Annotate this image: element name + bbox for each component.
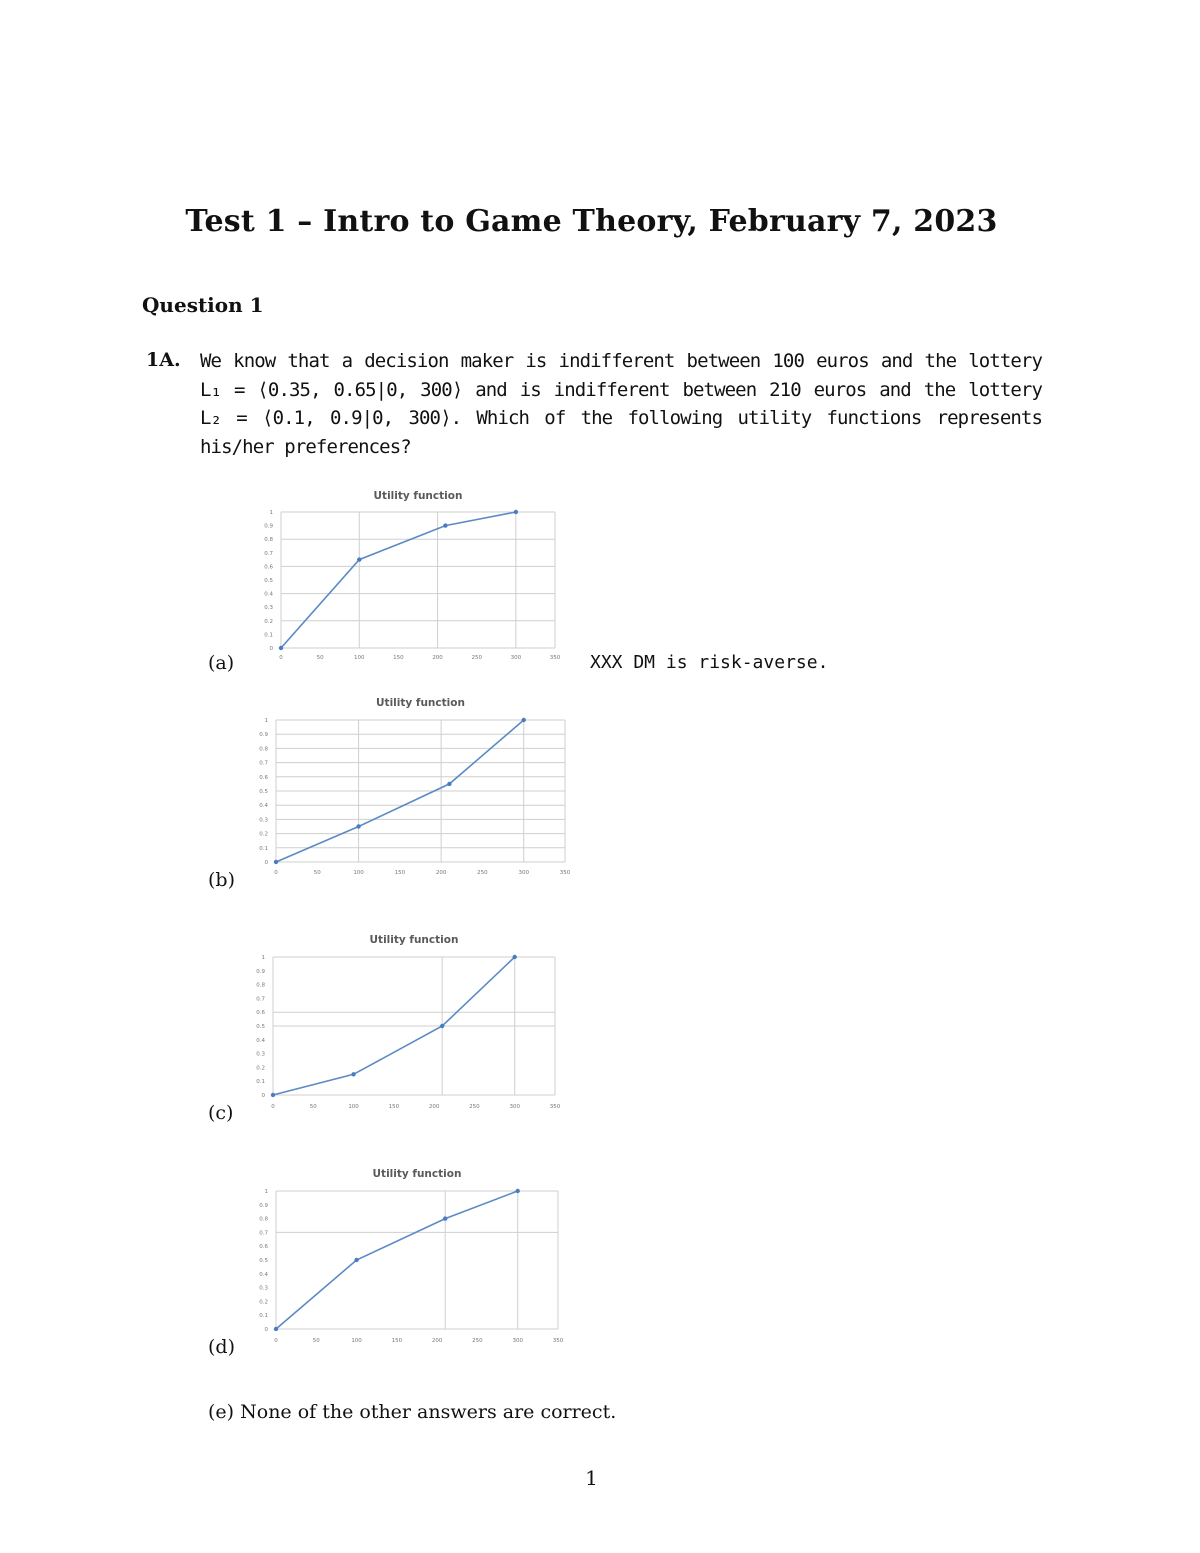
- y-tick-label: 1: [264, 718, 268, 724]
- x-tick-label: 100: [351, 1338, 362, 1344]
- x-tick-label: 0: [274, 870, 278, 876]
- y-tick-label: 0.4: [259, 1271, 268, 1278]
- x-tick-label: 300: [512, 1338, 523, 1344]
- x-tick-label: 100: [353, 870, 364, 876]
- y-tick-label: 1: [264, 1189, 268, 1195]
- data-point: [271, 1093, 275, 1097]
- x-tick-label: 300: [510, 655, 522, 661]
- x-tick-label: 50: [313, 870, 321, 876]
- y-tick-label: 0.5: [256, 1024, 265, 1030]
- x-tick-label: 0: [271, 1104, 275, 1110]
- x-tick-label: 100: [354, 655, 365, 661]
- y-tick-label: 0.8: [264, 537, 273, 544]
- chart-title: Utility function: [372, 1168, 462, 1180]
- utility-chart-b: [255, 692, 575, 882]
- data-point: [522, 718, 526, 722]
- utility-chart-c: [250, 929, 570, 1114]
- data-point: [351, 1072, 355, 1076]
- chart-title: Utility function: [369, 934, 459, 946]
- data-point: [443, 523, 447, 527]
- question-text: We know that a decision maker is indifferent between 100 euros and the lottery L₁ = ⟨0.35, 0.65|0, 300⟩ and is indifferent between 210 euros and the lottery L₂ = ⟨0.1, 0.9|0, 300⟩. Which of the following utility functions represents his/her preferences?: [200, 350, 1042, 458]
- y-tick-label: 0.6: [264, 564, 273, 571]
- utility-series-line: [281, 512, 516, 648]
- x-tick-label: 350: [552, 1338, 564, 1344]
- x-tick-label: 250: [471, 655, 482, 661]
- x-tick-label: 150: [394, 870, 406, 876]
- option-a-label: (a): [208, 652, 235, 674]
- data-point: [274, 860, 278, 864]
- data-point: [443, 1216, 447, 1220]
- y-tick-label: 0.9: [259, 732, 268, 739]
- y-tick-label: 0: [264, 860, 268, 866]
- x-tick-label: 0: [274, 1338, 278, 1344]
- chart-title: Utility function: [376, 697, 465, 709]
- option-d-label: (d): [208, 1336, 235, 1358]
- data-point: [516, 1189, 520, 1193]
- y-tick-label: 0.1: [256, 1079, 265, 1086]
- option-e-text: None of the other answers are correct.: [240, 1401, 617, 1423]
- y-tick-label: 0.5: [259, 789, 268, 795]
- question-label: 1A.: [146, 349, 181, 371]
- y-tick-label: 0.2: [259, 1299, 268, 1306]
- y-tick-label: 0.4: [264, 591, 273, 598]
- x-tick-label: 300: [518, 870, 529, 876]
- y-tick-label: 0.4: [259, 803, 268, 810]
- x-tick-label: 250: [469, 1104, 480, 1110]
- x-tick-label: 50: [309, 1104, 317, 1110]
- y-tick-label: 0.3: [256, 1051, 265, 1058]
- x-tick-label: 50: [316, 655, 324, 661]
- option-b-label: (b): [208, 869, 235, 891]
- y-tick-label: 0.2: [259, 831, 268, 838]
- x-tick-label: 350: [549, 1104, 561, 1110]
- x-tick-label: 250: [477, 870, 488, 876]
- y-tick-label: 0.1: [259, 1313, 268, 1320]
- y-tick-label: 0.6: [256, 1010, 265, 1017]
- data-point: [513, 955, 517, 959]
- x-tick-label: 150: [391, 1338, 403, 1344]
- utility-chart-d: [252, 1163, 572, 1348]
- x-tick-label: 300: [509, 1104, 520, 1110]
- y-tick-label: 1: [269, 510, 273, 516]
- data-point: [440, 1024, 444, 1028]
- x-tick-label: 200: [428, 1104, 440, 1110]
- y-tick-label: 0.3: [264, 605, 273, 612]
- y-tick-label: 0: [261, 1093, 265, 1099]
- y-tick-label: 0.1: [259, 845, 268, 852]
- y-tick-label: 0.9: [264, 523, 273, 530]
- x-tick-label: 250: [472, 1338, 483, 1344]
- x-tick-label: 200: [432, 655, 443, 661]
- x-tick-label: 200: [431, 1338, 443, 1344]
- data-point: [357, 557, 361, 561]
- y-tick-label: 0.7: [259, 1230, 268, 1237]
- y-tick-label: 0.8: [259, 746, 268, 753]
- y-tick-label: 0: [269, 646, 273, 652]
- x-tick-label: 50: [312, 1338, 320, 1344]
- y-tick-label: 0.6: [259, 1244, 268, 1251]
- utility-series-line: [276, 1191, 518, 1329]
- y-tick-label: 0.5: [259, 1258, 268, 1264]
- option-c-label: (c): [208, 1102, 234, 1124]
- y-tick-label: 0.9: [256, 968, 265, 975]
- y-tick-label: 0.7: [264, 550, 273, 557]
- data-point: [279, 646, 283, 650]
- utility-chart-a: [255, 485, 575, 665]
- y-tick-label: 0.2: [264, 618, 273, 625]
- y-tick-label: 0.3: [259, 1285, 268, 1292]
- y-tick-label: 0.2: [256, 1065, 265, 1072]
- y-tick-label: 0.6: [259, 774, 268, 781]
- x-tick-label: 100: [348, 1104, 359, 1110]
- y-tick-label: 0.7: [259, 760, 268, 767]
- option-e: [208, 1401, 616, 1423]
- x-tick-label: 0: [279, 655, 283, 661]
- y-tick-label: 1: [261, 955, 265, 961]
- x-tick-label: 150: [393, 655, 404, 661]
- x-tick-label: 350: [559, 870, 571, 876]
- option-e-label: (e): [208, 1401, 235, 1423]
- question-heading: Question 1: [142, 293, 264, 317]
- y-tick-label: 0.3: [259, 817, 268, 824]
- y-tick-label: 0.8: [259, 1216, 268, 1223]
- y-tick-label: 0.9: [259, 1202, 268, 1209]
- y-tick-label: 0.5: [264, 578, 273, 584]
- x-tick-label: 350: [549, 655, 561, 661]
- y-tick-label: 0: [264, 1327, 268, 1333]
- data-point: [356, 824, 360, 828]
- y-tick-label: 0.1: [264, 632, 273, 639]
- data-point: [354, 1258, 358, 1262]
- data-point: [447, 782, 451, 786]
- x-tick-label: 150: [388, 1104, 400, 1110]
- page-title: Test 1 – Intro to Game Theory, February 7, 2023: [185, 204, 998, 239]
- y-tick-label: 0.7: [256, 996, 265, 1003]
- answer-note: XXX DM is risk-averse.: [590, 652, 829, 673]
- chart-title: Utility function: [373, 490, 463, 502]
- x-tick-label: 200: [435, 870, 447, 876]
- y-tick-label: 0.4: [256, 1037, 265, 1044]
- page-number: 1: [585, 1466, 598, 1490]
- data-point: [514, 510, 518, 514]
- data-point: [274, 1327, 278, 1331]
- y-tick-label: 0.8: [256, 982, 265, 989]
